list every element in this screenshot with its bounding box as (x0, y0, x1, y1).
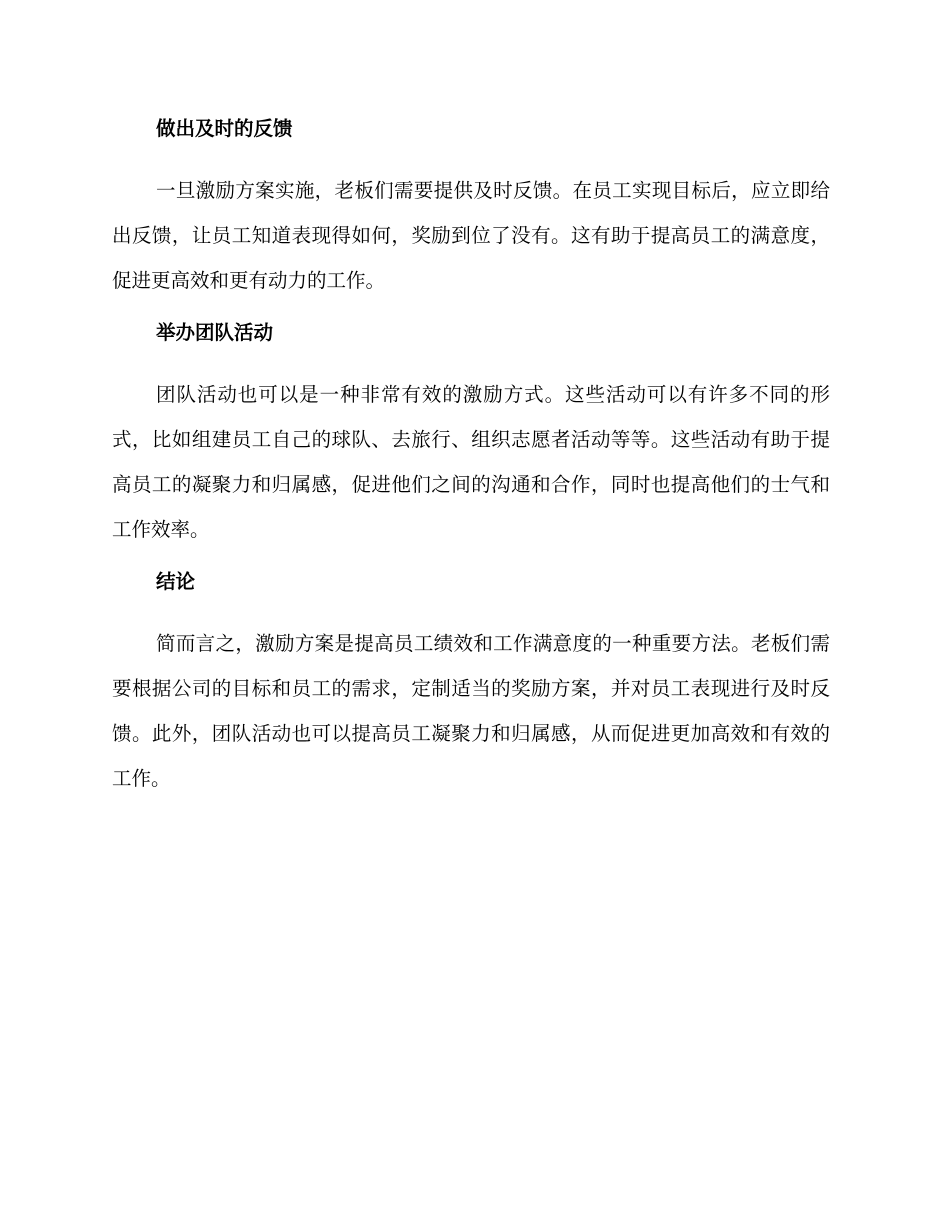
spacer (112, 146, 830, 168)
spacer (112, 552, 830, 565)
document-page (112, 112, 830, 801)
section-heading-team-activities: 举办团队活动 (156, 321, 274, 344)
section-paragraph-feedback: 一旦激励方案实施，老板们需要提供及时反馈。在员工实现目标后，应立即给出反馈，让员工知道表现得如何，奖励到位了没有。这有助于提高员工的满意度，促进更高效和更有动力的工作。 (112, 179, 830, 292)
spacer (112, 599, 830, 621)
section-paragraph-team-activities: 团队活动也可以是一种非常有效的激励方式。这些活动可以有许多不同的形式，比如组建员工自己的球队、去旅行、组织志愿者活动等等。这些活动有助于提高员工的凝聚力和归属感，促进他们之间的沟通和合作，同时也提高他们的士气和工作效率。 (112, 383, 830, 541)
section-heading-conclusion: 结论 (156, 570, 196, 593)
section-heading-feedback: 做出及时的反馈 (156, 117, 293, 140)
spacer (112, 303, 830, 316)
spacer (112, 350, 830, 372)
section-paragraph-conclusion: 简而言之，激励方案是提高员工绩效和工作满意度的一种重要方法。老板们需要根据公司的目标和员工的需求，定制适当的奖励方案，并对员工表现进行及时反馈。此外，团队活动也可以提高员工凝聚力和归属感，从而促进更加高效和有效的工作。 (112, 632, 830, 790)
